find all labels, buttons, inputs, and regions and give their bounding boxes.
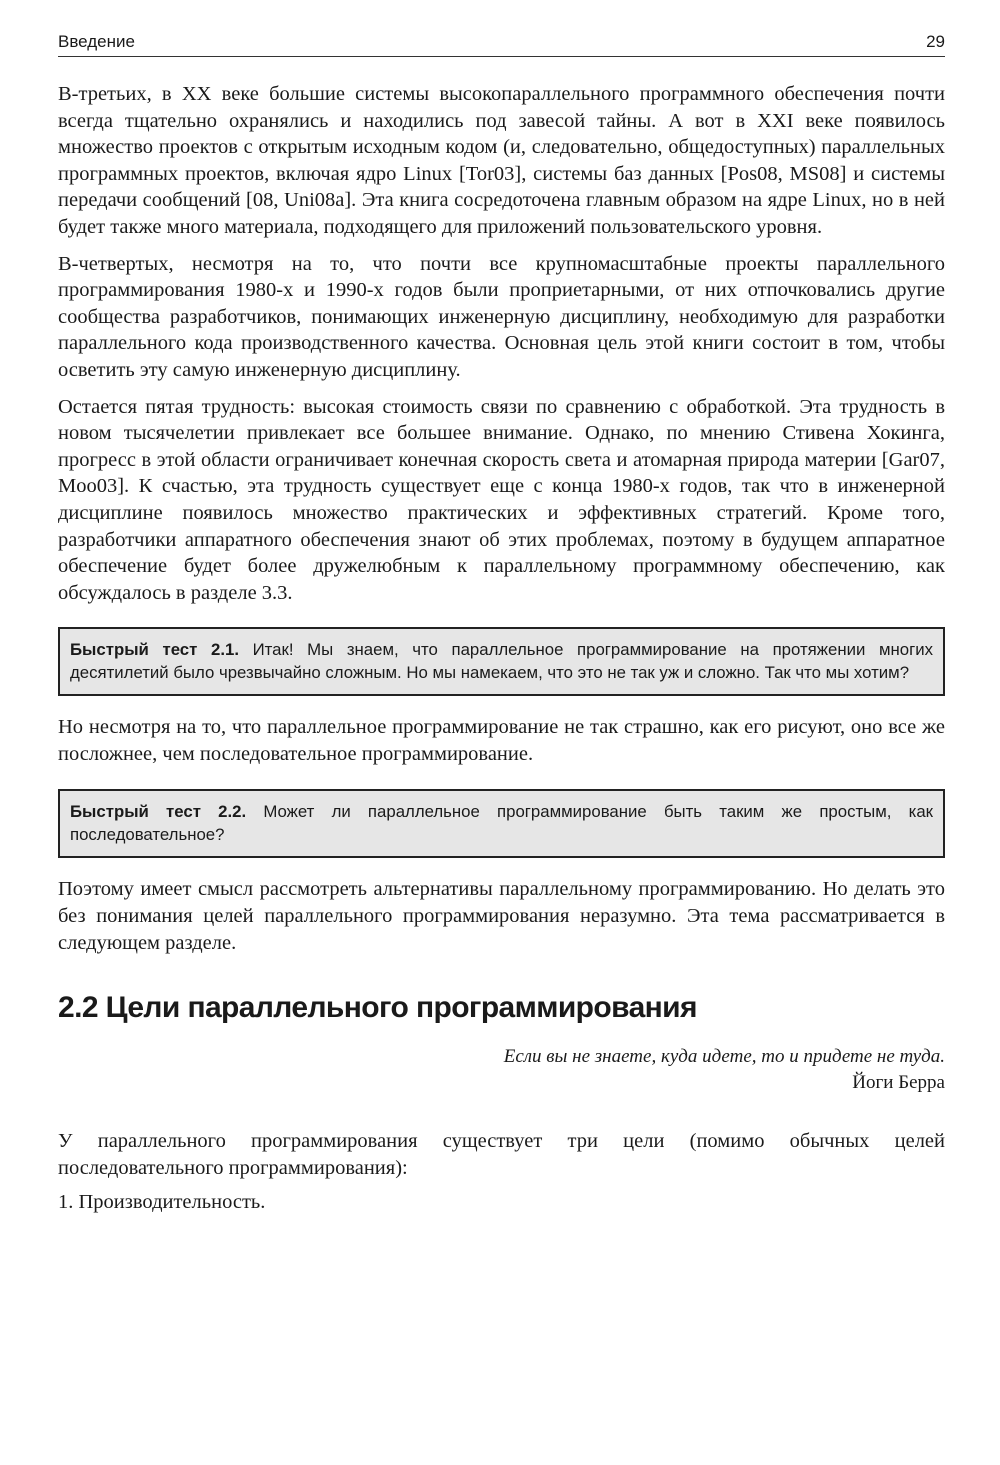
quiz-label: Быстрый тест 2.1. (70, 640, 239, 660)
quiz-label: Быстрый тест 2.2. (70, 802, 247, 822)
quiz-text: Итак! Мы знаем, что параллельное программирование на протяжении многих десятилетий было чрезвычайно сложным. Но мы намекаем, что это не так уж и сложно. Так что мы хотим? (70, 640, 933, 683)
book-page (58, 32, 945, 1216)
paragraph-fifth: Остается пятая трудность: высокая стоимость связи по сравнению с обработкой. Эта трудность в новом тысячелетии привлекает все большее внимание. Однако, по мнению Стивена Хокинга, прогресс в этой области ограничивает конечная скорость света и атомарная природа материи [Gar07, Moo03]. К счастью, эта трудность существует еще с конца 1980-х годов, так что в инженерной дисциплине появилось множество практических и эффективных стратегий. Кроме того, разработчики аппаратного обеспечения знают об этих проблемах, поэтому в будущем аппаратное обеспечение будет более дружелюбным к параллельному программному обеспечению, как обсуждалось в разделе 3.3. (58, 395, 945, 604)
page-number: 29 (926, 32, 945, 51)
section-heading: 2.2 Цели параллельного программирования (58, 991, 697, 1025)
quick-quiz-2-2 (58, 789, 945, 858)
section-intro: У параллельного программирования существует три цели (помимо обычных целей последовательного программирования): (58, 1130, 945, 1179)
paragraph-after-quiz-2: Поэтому имеет смысл рассмотреть альтернативы параллельному программированию. Но делать это без понимания целей параллельного программирования неразумно. Эта тема рассматривается в следующем разделе. (58, 878, 945, 954)
epigraph-quote: Если вы не знаете, куда идете, то и придете не туда. (503, 1046, 945, 1068)
paragraph-third: В-третьих, в XX веке большие системы высокопараллельного программного обеспечения почти всегда тщательно охранялись и находились под завесой тайны. А вот в XXI веке появилось множество проектов с открытым исходным кодом (и, следовательно, общедоступных) параллельных программных проектов, включая ядро Linux [Tor03], системы баз данных [Pos08, MS08] и системы передачи сообщений [08, Uni08a]. Эта книга сосредоточена главным образом на ядре Linux, но в ней будет также много материала, подходящего для приложений пользовательского уровня. (58, 83, 945, 238)
chapter-title: Введение (58, 32, 135, 51)
paragraph-after-quiz-1: Но несмотря на то, что параллельное программирование не так страшно, как его рисуют, оно все же посложнее, чем последовательное программирование. (58, 716, 945, 765)
quiz-text: Может ли параллельное программирование быть таким же простым, как последовательное? (70, 802, 933, 845)
paragraph-fourth: В-четвертых, несмотря на то, что почти все крупномасштабные проекты параллельного программирования 1980-х и 1990-х годов были проприетарными, от них отпочковались другие сообщества разработчиков, понимающих инженерную дисциплину, необходимую для разработки параллельного кода производственного качества. Основная цель этой книги состоит в том, чтобы осветить эту самую инженерную дисциплину. (58, 252, 945, 381)
epigraph-author: Йоги Берра (852, 1072, 945, 1094)
list-item: 1. Производительность. (58, 1191, 266, 1214)
running-header (58, 32, 945, 57)
epigraph (58, 1044, 945, 1096)
quick-quiz-2-1 (58, 627, 945, 696)
